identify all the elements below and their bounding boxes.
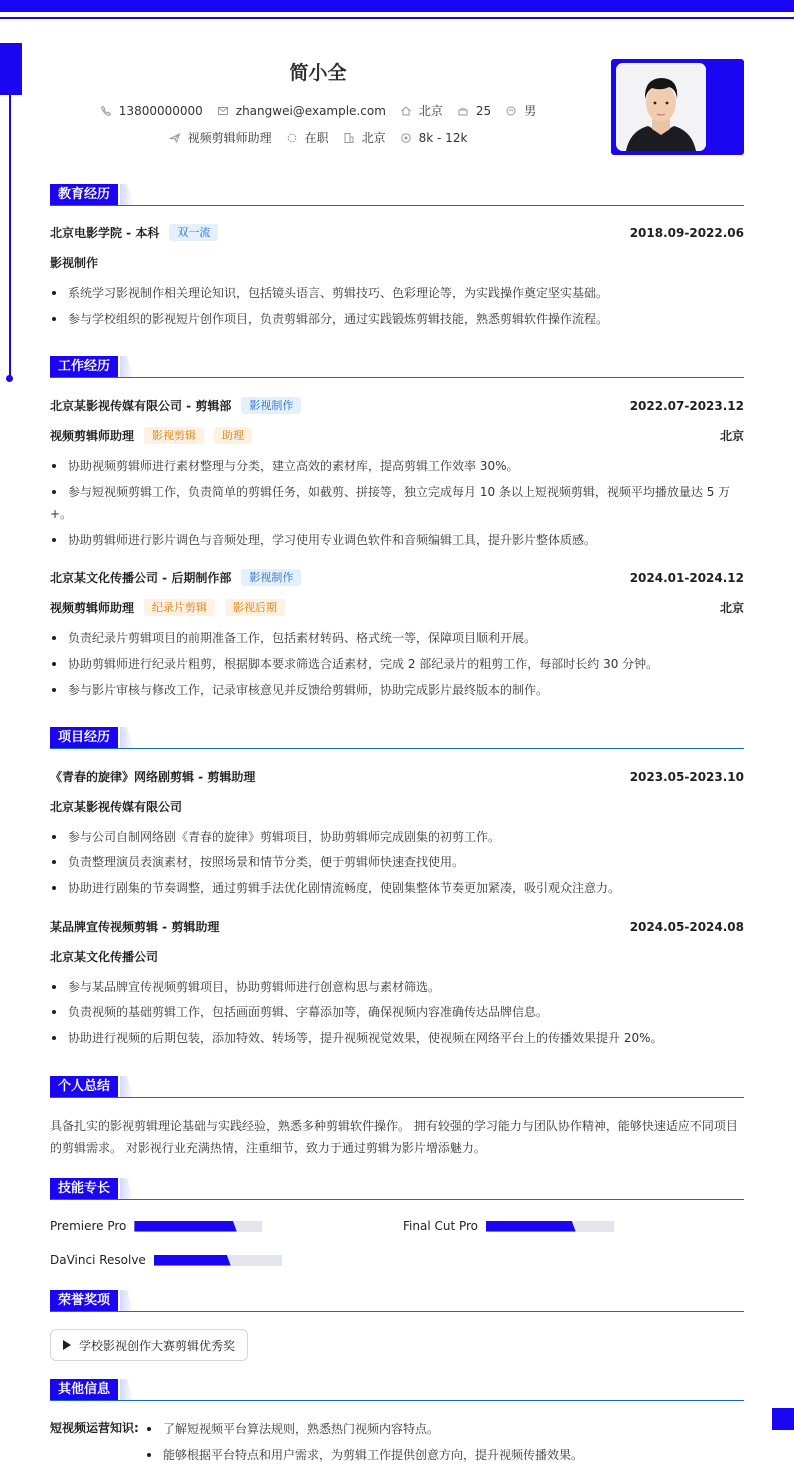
skill-level-fill [486,1221,576,1232]
city-info [400,102,443,119]
skill-name: DaVinci Resolve [50,1253,146,1267]
section-rule [50,205,744,206]
section-skills-header [50,1178,744,1200]
role-tag: 助理 [214,427,252,444]
work-period: 2022.07-2023.12 [629,398,744,413]
gender-text: 男 [524,104,537,118]
industry-tag: 影视制作 [241,569,301,586]
major-row [50,254,744,271]
role-tag: 影视剪辑 [144,427,204,444]
project-row [50,768,744,785]
list-item: 参与短视频剪辑工作，负责简单的剪辑任务，如截剪、拼接等，独立完成每月 10 条以上短视频剪辑，视频平均播放量达 5 万 [50,481,744,503]
education-row [50,224,744,241]
target-position-info [169,129,272,146]
age-text: 25 [475,103,492,118]
building-icon [343,132,355,144]
list-item: 能够根据平台特点和用户需求，为剪辑工作提供创意方向，提升视频传播效果。 [145,1445,745,1465]
list-item: 协助剪辑师进行纪录片粗剪，根据脚本要求筛选合适素材，完成 2 部纪录片的粗剪工作，每部时长约 30 分钟。 [50,653,744,675]
project-name: 某品牌宣传视频剪辑 - 剪辑助理 [50,920,220,934]
age-icon [457,105,469,117]
mail-icon [217,105,229,117]
skill-level-bar [134,1221,262,1232]
section-rule [50,748,744,749]
bottom-right-accent-block [772,1408,794,1430]
target-position-text: 视频剪辑师助理 [187,131,272,145]
plane-icon [169,132,181,144]
industry-tag: 影视制作 [241,397,301,414]
role-tag: 影视后期 [225,599,285,616]
work-period: 2024.01-2024.12 [629,570,744,585]
section-projects-title: 项目经历 [50,727,118,749]
skill-level-bar [486,1221,614,1232]
age-info [457,104,491,118]
skill-name: Final Cut Pro [403,1219,479,1233]
project-period: 2024.05-2024.08 [629,919,744,934]
status-info [286,129,329,146]
section-tag-slant [120,356,134,378]
list-item: 协助进行剧集的节奏调整，通过剪辑手法优化剧情流畅度，使剧集整体节奏更加紧凑，吸引观众注意力。 [50,877,744,899]
role-name: 视频剪辑师助理 [50,601,135,615]
project-row [50,918,744,935]
section-other-title: 其他信息 [50,1379,118,1401]
money-icon [400,132,412,144]
list-item: 了解短视频平台算法规则，熟悉热门视频内容特点。 [145,1419,745,1439]
project-company-row [50,948,744,965]
section-tag-slant [120,1076,134,1098]
section-rule [50,1311,744,1312]
section-rule [50,1400,744,1401]
section-summary-header [50,1076,744,1098]
work-role-row [50,599,744,616]
section-rule [50,1199,744,1200]
list-item: 协助剪辑师进行影片调色与音频处理，学习使用专业调色软件和音频编辑工具，提升影片整体质感。 [50,529,744,551]
company-name: 北京某影视传媒有限公司 - 剪辑部 [50,399,232,413]
skill-level-bar [154,1255,282,1266]
school-name: 北京电影学院 - 本科 [50,226,160,240]
work-company-row [50,569,744,586]
phone-icon [100,105,112,117]
section-education-title: 教育经历 [50,184,118,206]
gender-info [505,102,536,119]
skill-name: Premiere Pro [50,1219,127,1233]
list-item: 协助进行视频的后期包装，添加特效、转场等，提升视频视觉效果，使视频在网络平台上的传播效果提升 20%。 [50,1027,744,1049]
section-work-header [50,356,744,378]
work-role-row [50,427,744,444]
project-period: 2023.05-2023.10 [629,769,744,784]
status-text: 在职 [304,131,329,145]
education-period: 2018.09-2022.06 [629,225,744,240]
skill-item [50,1219,262,1233]
section-other-header [50,1379,744,1401]
section-awards-title: 荣誉奖项 [50,1290,118,1312]
target-city-text: 北京 [361,131,386,145]
section-rule [50,377,744,378]
salary-text: 8k - 12k [418,130,468,145]
phone-info [100,104,203,118]
project-company: 北京某影视传媒有限公司 [50,800,183,814]
email-info [217,104,386,118]
section-tag-slant [120,1178,134,1200]
section-tag-slant [120,727,134,749]
skill-level-fill [134,1221,236,1232]
salary-info [400,131,468,145]
candidate-name: 简小全 [289,62,347,84]
contact-row [0,102,636,119]
skill-level-fill [154,1255,231,1266]
section-work-title: 工作经历 [50,356,118,378]
list-item: 系统学习影视制作相关理论知识，包括镜头语言、剪辑技巧、色彩理论等，为实践操作奠定坚实基础。 [50,282,744,304]
school-tag: 双一流 [169,224,218,241]
list-item: 负责视频的基础剪辑工作，包括画面剪辑、字幕添加等，确保视频内容准确传达品牌信息。 [50,1001,744,1023]
role-tag: 纪录片剪辑 [144,599,215,616]
project-company-row [50,798,744,815]
section-skills-title: 技能专长 [50,1178,118,1200]
email-text: zhangwei@example.com [235,103,386,118]
target-city-info [343,129,386,146]
status-icon [286,132,298,144]
work-company-row [50,397,744,414]
section-tag-slant [120,1379,134,1401]
section-awards-header [50,1290,744,1312]
top-accent-bar [0,0,794,12]
list-item: 参与某品牌宣传视频剪辑项目，协助剪辑师进行创意构思与素材筛选。 [50,976,744,998]
section-tag-slant [120,184,134,206]
list-item: 参与影片审核与修改工作，记录审核意见并反馈给剪辑师，协助完成影片最终版本的制作。 [50,679,744,701]
section-rule [50,1097,744,1098]
home-icon [400,105,412,117]
city-text: 北京 [418,104,443,118]
phone-text: 13800000000 [118,103,203,118]
skill-item [403,1219,614,1233]
project-company: 北京某文化传播公司 [50,950,159,964]
list-item: 协助视频剪辑师进行素材整理与分类，建立高效的素材库，提高剪辑工作效率 30%。 [50,455,744,477]
work-location: 北京 [719,429,744,443]
profile-photo [616,63,706,151]
section-summary-title: 个人总结 [50,1076,118,1098]
work-location: 北京 [719,601,744,615]
award-text: 学校影视创作大赛剪辑优秀奖 [79,1338,236,1353]
left-accent-dot [6,375,13,382]
section-projects-header [50,727,744,749]
award-item[interactable] [50,1329,248,1361]
section-tag-slant [120,1290,134,1312]
photo-frame [611,59,744,155]
summary-text: 具备扎实的影视剪辑理论基础与实践经验，熟悉多种剪辑软件操作。 拥有较强的学习能力与团队协作精神，能够快速适应不同项目的剪辑需求。 对影视行业充满热情，注重细节，致力于通过剪辑为影片增添魅力。 [50,1119,738,1155]
role-name: 视频剪辑师助理 [50,429,135,443]
play-triangle-icon [63,1340,71,1350]
company-name: 北京某文化传播公司 - 后期制作部 [50,571,232,585]
list-item: 参与公司自制网络剧《青春的旋律》剪辑项目，协助剪辑师完成剧集的初剪工作。 [50,826,744,848]
list-item-continuation: +。 [50,507,73,521]
list-item: 参与学校组织的影视短片创作项目，负责剪辑部分，通过实践锻炼剪辑技能，熟悉剪辑软件操作流程。 [50,308,744,330]
top-accent-line [0,17,794,19]
list-item: 负责整理演员表演素材，按照场景和情节分类，便于剪辑师快速查找使用。 [50,851,744,873]
gender-icon [505,105,517,117]
job-intention-row [0,129,636,146]
skill-item [50,1253,282,1267]
portrait-image [616,63,706,151]
major-name: 影视制作 [50,256,99,270]
project-name: 《青春的旋律》网络剧剪辑 - 剪辑助理 [50,770,256,784]
other-info-label: 短视频运营知识: [50,1421,139,1435]
section-education-header [50,184,744,206]
list-item: 负责纪录片剪辑项目的前期准备工作，包括素材转码、格式统一等，保障项目顺利开展。 [50,627,744,649]
